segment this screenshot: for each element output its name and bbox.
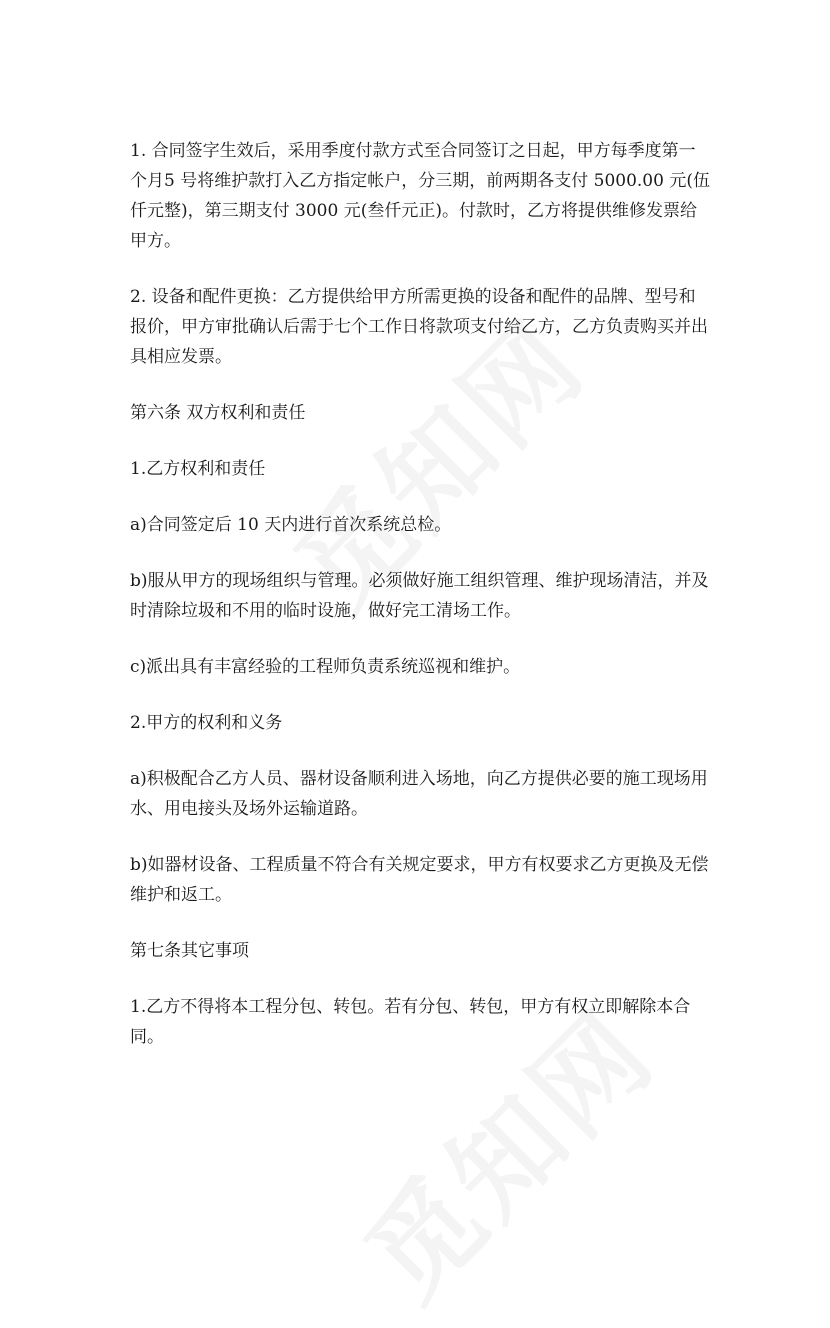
paragraph-payment-terms: 1. 合同签字生效后，采用季度付款方式至合同签订之日起，甲方每季度第一个月5 号将维护款打入乙方指定帐户，分三期，前两期各支付 5000.00 元(伍仟元整)，第三期支付 3000 元(叁仟元正)。付款时，乙方将提供维修发票给甲方。 [130,141,710,251]
paragraph-party-a-b: b)如器材设备、工程质量不符合有关规定要求，甲方有权要求乙方更换及无偿维护和返工。 [130,855,709,905]
paragraph-other-1: 1.乙方不得将本工程分包、转包。若有分包、转包，甲方有权立即解除本合同。 [130,997,691,1047]
paragraph-equipment-replacement: 2. 设备和配件更换：乙方提供给甲方所需更换的设备和配件的品牌、型号和报价，甲方审批确认后需于七个工作日将款项支付给乙方，乙方负责购买并出具相应发票。 [130,287,708,367]
document-body [130,136,710,1078]
paragraph-party-b-c: c)派出具有丰富经验的工程师负责系统巡视和维护。 [130,657,521,677]
paragraph-party-b-a: a)合同签定后 10 天内进行首次系统总检。 [130,515,452,535]
paragraph-party-b-b: b)服从甲方的现场组织与管理。必须做好施工组织管理、维护现场清洁，并及时清除垃圾和不用的临时设施，做好完工清场工作。 [130,571,709,621]
article-seven-heading: 第七条其它事项 [130,941,249,961]
paragraph-party-a-a: a)积极配合乙方人员、器材设备顺利进入场地，向乙方提供必要的施工现场用水、用电接头及场外运输道路。 [130,769,708,819]
article-six-heading: 第六条 双方权利和责任 [130,403,306,423]
party-b-rights-heading: 1.乙方权利和责任 [130,459,266,479]
party-a-rights-heading: 2.甲方的权利和义务 [130,713,283,733]
